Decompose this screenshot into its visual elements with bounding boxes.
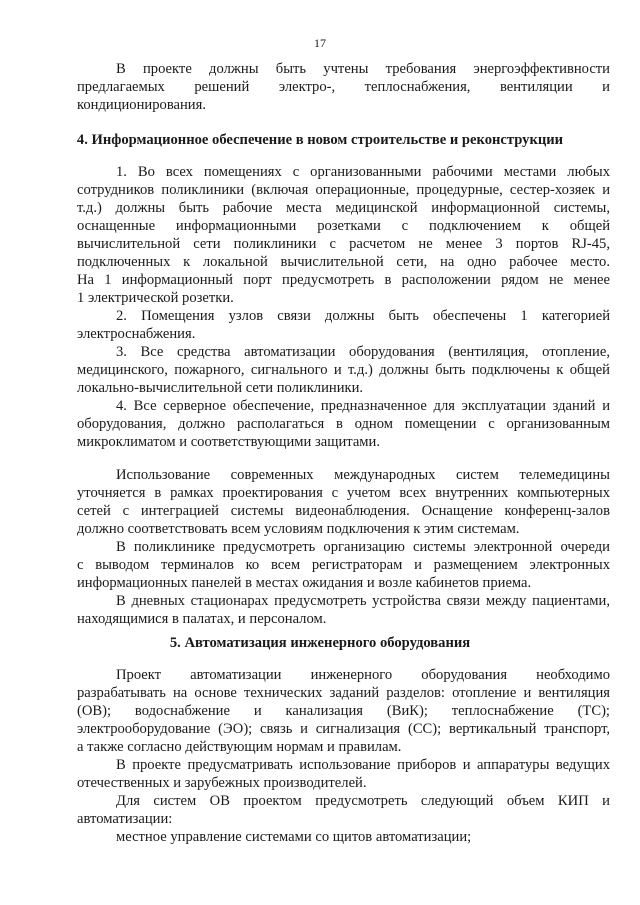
text-line: локально-вычислительной сети поликлиники. xyxy=(77,380,364,396)
text-line: отечественных и зарубежных производителей. xyxy=(77,775,367,791)
section-4-heading: 4. Информационное обеспечение в новом строительстве и реконструкции xyxy=(76,132,564,148)
text-line: оснащенные информационными розетками с подключением к общей xyxy=(77,218,610,234)
item-3-paragraph xyxy=(77,343,610,397)
energy-efficiency-paragraph xyxy=(77,60,610,114)
text-line: 1. Во всех помещениях с организованными рабочими местами любых xyxy=(116,164,610,180)
text-line: 1 электрической розетки. xyxy=(77,290,234,306)
ov-systems-paragraph xyxy=(77,792,610,846)
text-line: информационных панелей в местах ожидания и возле кабинетов приема. xyxy=(77,575,532,591)
text-line: уточняется в рамках проектирования с учетом всех внутренних компьютерных xyxy=(77,485,610,501)
text-line: кондиционирования. xyxy=(77,97,206,113)
text-line: автоматизации: xyxy=(77,811,173,827)
item-4-paragraph xyxy=(77,397,610,451)
item-1-paragraph xyxy=(77,163,610,307)
text-line: с выводом терминалов ко всем регистраторам и размещением электронных xyxy=(77,557,610,573)
text-line: Использование современных международных систем телемедицины xyxy=(116,467,610,483)
text-line: вычислительной сети поликлиники с расчетом не менее 3 портов RJ-45, xyxy=(77,236,610,252)
automation-project-paragraph xyxy=(77,666,610,756)
text-line: оборудования, должно располагаться в одном помещении с организованным xyxy=(77,416,610,432)
text-line: должно соответствовать всем условиям подключения к этим системам. xyxy=(77,521,520,537)
electronic-queue-paragraph xyxy=(77,538,610,592)
text-line: микроклиматом и соответствующими защитами. xyxy=(77,434,380,450)
text-line: предлагаемых решений электро-, теплоснабжения, вентиляции и xyxy=(77,79,610,95)
text-line: (ОВ); водоснабжение и канализация (ВиК); теплоснабжение (ТС); xyxy=(77,703,610,719)
section-5-heading: 5. Автоматизация инженерного оборудования xyxy=(169,635,471,651)
text-line: подключенных к локальной вычислительной сети, на одно рабочее место. xyxy=(77,254,610,270)
text-line: местное управление системами со щитов автоматизации; xyxy=(116,829,472,845)
day-hospital-paragraph xyxy=(77,592,610,628)
text-line: 2. Помещения узлов связи должны быть обеспечены 1 категорией xyxy=(116,308,610,324)
text-line: На 1 информационный порт предусмотреть в расположении рядом не менее xyxy=(77,272,610,288)
text-line: а также согласно действующим нормам и правилам. xyxy=(77,739,402,755)
text-line: В дневных стационарах предусмотреть устройства связи между пациентами, xyxy=(116,593,610,609)
text-line: электрооборудование (ЭО); связь и сигнализация (СС); вертикальный транспорт, xyxy=(77,721,610,737)
text-line: 4. Все серверное обеспечение, предназначенное для эксплуатации зданий и xyxy=(116,398,610,414)
text-line: электроснабжения. xyxy=(77,326,196,342)
item-2-paragraph xyxy=(77,307,610,343)
text-line: В проекте предусматривать использование приборов и аппаратуры ведущих xyxy=(116,757,610,773)
telemedicine-paragraph xyxy=(77,466,610,538)
text-line: 3. Все средства автоматизации оборудования (вентиляция, отопление, xyxy=(116,344,610,360)
text-line: Проект автоматизации инженерного оборудования необходимо xyxy=(116,667,610,683)
text-line: сетей с интеграцией системы видеонаблюдения. Оснащение конференц-залов xyxy=(77,503,610,519)
text-line: т.д.) должны быть рабочие места медицинской информационной системы, xyxy=(77,200,610,216)
text-line: В проекте должны быть учтены требования энергоэффективности xyxy=(116,61,610,77)
text-line: разрабатывать на основе технических заданий разделов: отопление и вентиляция xyxy=(77,685,610,701)
text-line: находящимися в палатах, и персоналом. xyxy=(77,611,327,627)
text-line: сотрудников поликлиники (включая операционные, процедурные, сестер-хозяек и xyxy=(77,182,610,198)
text-line: В поликлинике предусмотреть организацию системы электронной очереди xyxy=(116,539,610,555)
text-line: Для систем ОВ проектом предусмотреть следующий объем КИП и xyxy=(116,793,610,809)
devices-paragraph xyxy=(77,756,610,792)
text-line: медицинского, пожарного, сигнального и т.д.) должны быть подключены к общей xyxy=(77,362,610,378)
page-number: 17 xyxy=(314,36,326,50)
